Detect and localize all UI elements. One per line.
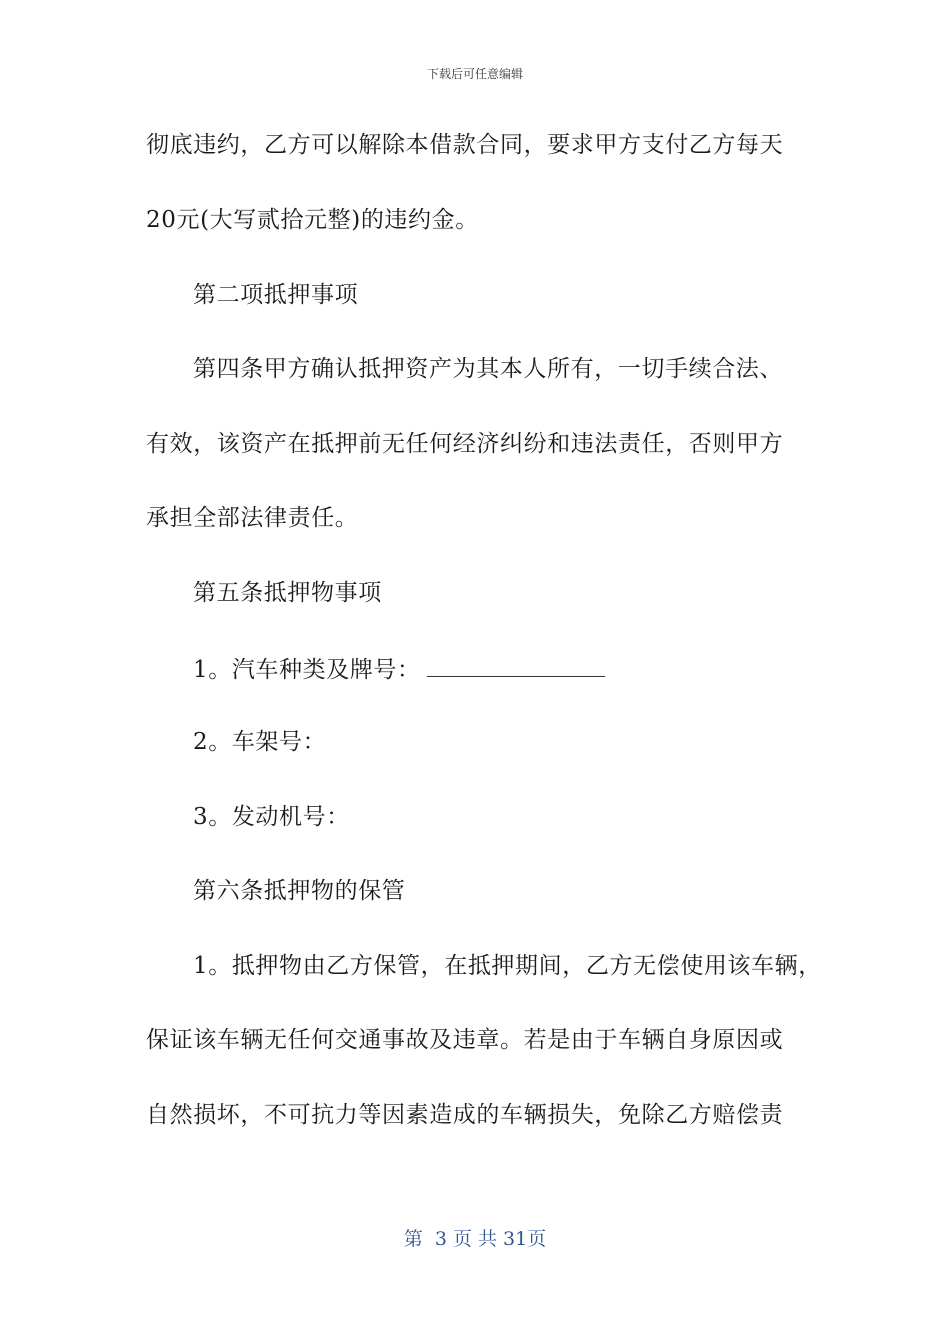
body-line: 1。抵押物由乙方保管，在抵押期间，乙方无偿使用该车辆， xyxy=(193,953,822,979)
page-number-footer: 第 3 页 共 31页 xyxy=(403,1228,547,1250)
body-line: 20元(大写贰拾元整)的违约金。 xyxy=(146,207,479,233)
body-line: 第四条甲方确认抵押资产为其本人所有，一切手续合法、 xyxy=(193,356,783,382)
article-heading: 第六条抵押物的保管 xyxy=(193,878,406,904)
list-item: 2。车架号： xyxy=(193,729,327,755)
body-line: 承担全部法律责任。 xyxy=(146,505,359,531)
body-line: 有效，该资产在抵押前无任何经济纠纷和违法责任，否则甲方 xyxy=(146,431,784,457)
body-line: 自然损坏，不可抗力等因素造成的车辆损失，免除乙方赔偿责 xyxy=(146,1102,784,1128)
fill-in-blank xyxy=(427,652,605,677)
article-heading: 第五条抵押物事项 xyxy=(193,580,382,606)
body-line: 保证该车辆无任何交通事故及违章。若是由于车辆自身原因或 xyxy=(146,1027,784,1053)
section-heading: 第二项抵押事项 xyxy=(193,282,359,308)
list-item: 3。发动机号： xyxy=(193,804,350,830)
body-line: 彻底违约，乙方可以解除本借款合同，要求甲方支付乙方每天 xyxy=(146,132,784,158)
list-item xyxy=(193,652,605,685)
page-header: 下载后可任意编辑 xyxy=(426,67,523,81)
field-label: 1。汽车种类及牌号： xyxy=(193,657,421,683)
